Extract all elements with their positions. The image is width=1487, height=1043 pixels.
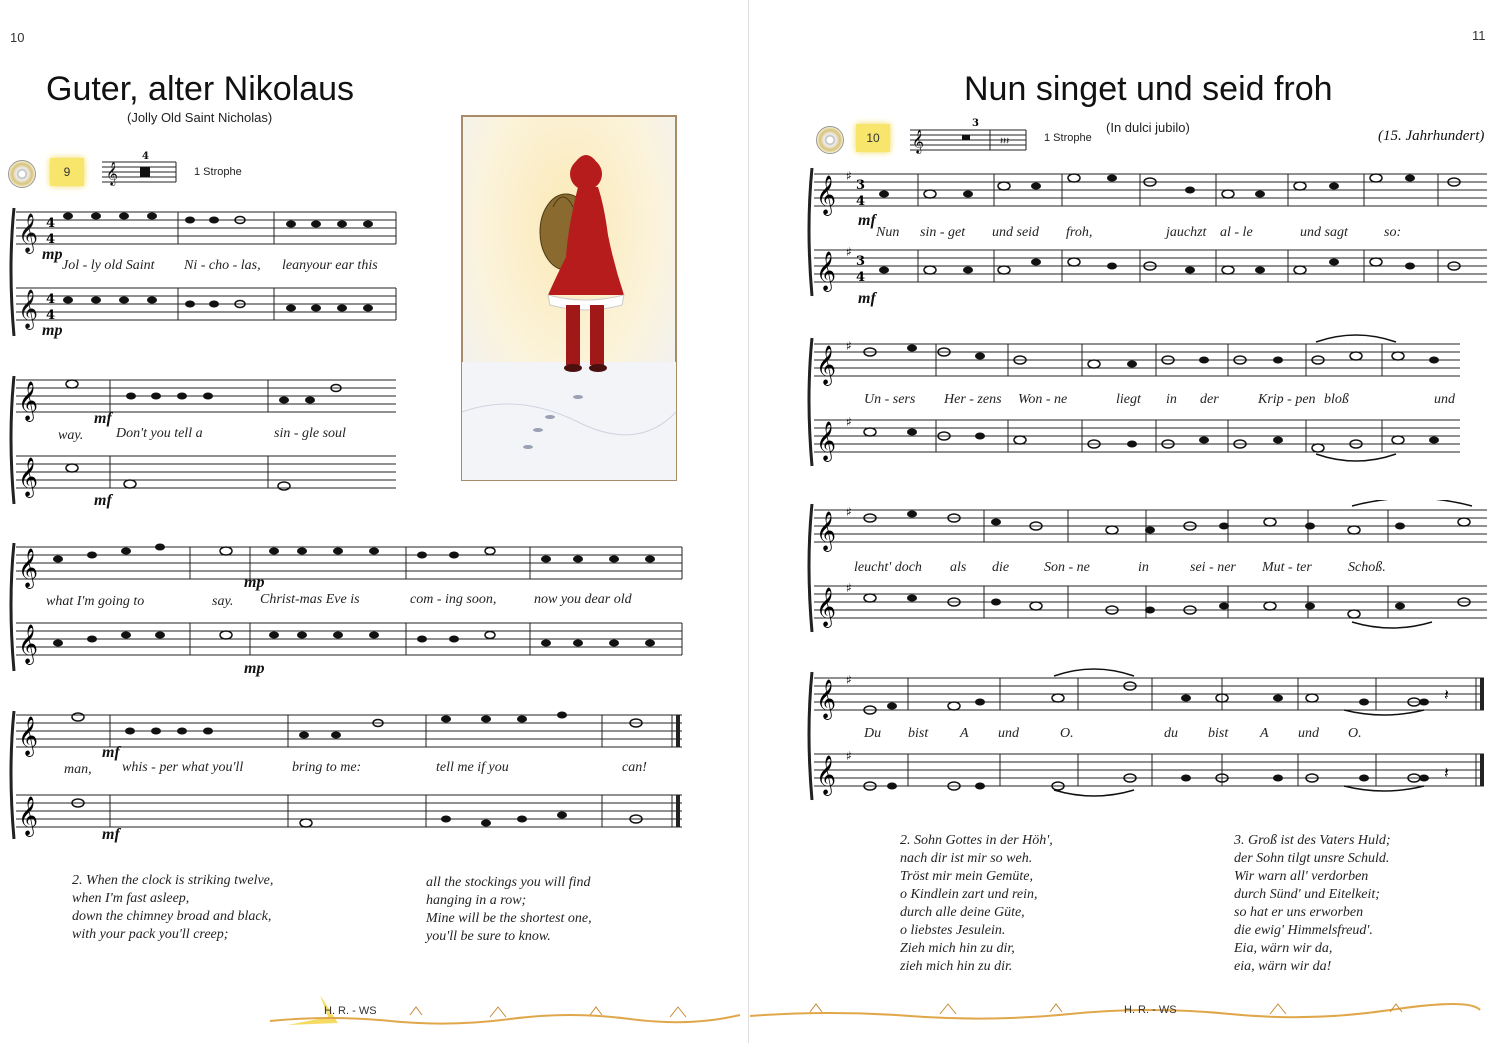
lyric: A [960,726,969,741]
track-number: 9 [63,165,71,179]
lyric: man, [64,762,92,777]
svg-text:𝄞: 𝄞 [18,624,39,664]
intro-bars: 4 [142,151,149,162]
lyric: und [1298,726,1319,741]
svg-text:♯: ♯ [846,749,852,763]
svg-text:𝄽𝄽𝄽: 𝄽𝄽𝄽 [1000,136,1010,147]
cd-icon [816,126,844,154]
verse-line: o Kindlein zart und rein, [900,887,1038,902]
footer-decoration [750,990,1487,1030]
lyric: Schoß. [1348,560,1386,575]
lyric: in [1138,560,1149,575]
svg-text:𝄞: 𝄞 [912,129,924,153]
dynamic-marking: mp [42,322,63,339]
santa-illustration [458,112,680,484]
lyric: so: [1384,225,1402,240]
lyric: bist [1208,726,1229,741]
verse-line: 2. When the clock is striking twelve, [72,873,274,888]
lyric: Jol - ly old Saint [62,258,155,273]
svg-text:♯: ♯ [846,505,852,519]
dynamic-marking: mf [94,492,112,509]
svg-text:4: 4 [46,216,56,231]
svg-text:𝄞: 𝄞 [816,679,837,719]
page-number: 11 [1472,28,1486,43]
track-badge [856,124,890,152]
dynamic-marking: mf [858,290,876,307]
lyric: und seid [992,225,1040,240]
lyric: O. [1060,726,1074,741]
lyric: als [950,560,967,575]
svg-text:♯: ♯ [846,245,852,259]
verse-line: when I'm fast asleep, [72,891,190,906]
track-number: 10 [866,131,880,145]
staff-system-1 [6,200,400,350]
svg-text:𝄞: 𝄞 [18,457,39,497]
svg-text:3: 3 [856,254,866,269]
svg-text:𝄞: 𝄞 [816,345,837,385]
lyric: A [1260,726,1269,741]
cd-icon [8,160,36,188]
intro-rest-staff [100,148,190,188]
verse-line: down the chimney broad and black, [72,909,272,924]
track-badge [50,158,84,186]
lyric: Du [864,726,882,741]
lyric: can! [622,760,647,775]
lyric: Christ-mas Eve is [260,592,360,607]
lyric: whis - per what you'll [122,760,244,775]
dynamic-marking: mf [102,744,120,761]
verse-line: zieh mich hin zu dir. [900,959,1013,974]
lyric: Son - ne [1044,560,1090,575]
svg-text:4: 4 [856,270,866,285]
lyric: bloß [1324,392,1349,407]
lyric: Un - sers [864,392,916,407]
lyric: say. [212,594,234,609]
verse-line: all the stockings you will find [426,875,591,890]
verse-line: 3. Groß ist des Vaters Huld; [1234,833,1391,848]
lyric: leanyour ear this [282,258,378,273]
svg-text:𝄞: 𝄞 [18,548,39,588]
lyric: und [1434,392,1455,407]
svg-text:𝄽: 𝄽 [1444,763,1449,782]
lyric: sin - get [920,225,966,240]
lyric: sin - gle soul [274,426,346,441]
lyric: und sagt [1300,225,1348,240]
verse-line: Tröst mir mein Gemüte, [900,869,1033,884]
svg-text:𝄞: 𝄞 [18,796,39,836]
verse-line: Mine will be the shortest one, [426,911,592,926]
intro-bars: 3 [972,118,979,129]
verse-line: with your pack you'll creep; [72,927,229,942]
page-number: 10 [10,30,25,45]
song-subtitle: (Jolly Old Saint Nicholas) [127,110,273,125]
lyric: froh, [1066,225,1093,240]
svg-text:𝄞: 𝄞 [18,381,39,421]
lyric: O. [1348,726,1362,741]
verse-line: hanging in a row; [426,893,527,908]
verse-line: Eia, wärn wir da, [1234,941,1333,956]
svg-text:4: 4 [46,292,56,307]
svg-text:4: 4 [46,232,56,247]
verse-2 [900,832,1053,976]
lyric: bring to me: [292,760,362,775]
footer-label: H. R. - WS [1124,1004,1177,1016]
verse-line: durch alle deine Güte, [900,905,1025,920]
verse-line: die ewig' Himmelsfreud'. [1234,923,1373,938]
verse-line: o liebstes Jesulein. [900,923,1006,938]
footer-label: H. R. - WS [324,1005,377,1017]
dynamic-marking: mp [244,574,265,591]
lyric: in [1166,392,1177,407]
lyric: Won - ne [1018,392,1068,407]
lyric: du [1164,726,1178,741]
lyric: sei - ner [1190,560,1236,575]
staff-system-4 [804,668,1487,808]
svg-text:𝄞: 𝄞 [816,251,837,291]
dynamic-marking: mf [102,826,120,843]
lyric: liegt [1116,392,1141,407]
svg-text:𝄞: 𝄞 [18,716,39,756]
strophe-label: 1 Strophe [1044,132,1092,144]
verse-line: eia, wärn wir da! [1234,959,1332,974]
lyric: der [1200,392,1219,407]
strophe-label: 1 Strophe [194,166,242,178]
svg-text:𝄞: 𝄞 [816,755,837,795]
svg-text:♯: ♯ [846,339,852,353]
dynamic-marking: mf [94,410,112,427]
verse-line: Wir warn all' verdorben [1234,869,1369,884]
svg-text:𝄞: 𝄞 [816,421,837,461]
svg-text:3: 3 [856,178,866,193]
svg-text:𝄞: 𝄞 [18,289,39,329]
dynamic-marking: mp [244,660,265,677]
svg-text:𝄞: 𝄞 [106,161,118,185]
verse-3 [1234,832,1391,976]
lyric: tell me if you [436,760,509,775]
lyric: what I'm going to [46,594,145,609]
svg-text:♯: ♯ [846,673,852,687]
lyric: Her - zens [944,392,1002,407]
lyric: Mut - ter [1262,560,1312,575]
verse-2-part-2 [426,874,592,946]
svg-text:♯: ♯ [846,415,852,429]
svg-text:𝄞: 𝄞 [816,511,837,551]
verse-line: you'll be sure to know. [426,929,551,944]
svg-text:♯: ♯ [846,581,852,595]
intro-rest-staff [908,114,1032,156]
verse-line: der Sohn tilgt unsre Schuld. [1234,851,1390,866]
lyric: jauchzt [1166,225,1207,240]
svg-text:♯: ♯ [846,169,852,183]
dynamic-marking: mf [858,212,876,229]
lyric: leucht' doch [854,560,922,575]
song-title: Nun singet und seid froh [964,70,1333,108]
song-subtitle: (In dulci jubilo) [1106,120,1190,135]
svg-text:𝄞: 𝄞 [18,213,39,253]
lyric: die [992,560,1010,575]
svg-text:4: 4 [856,194,866,209]
dynamic-marking: mp [42,246,63,263]
verse-line: durch Sünd' und Eitelkeit; [1234,887,1380,902]
era-label: (15. Jahrhundert) [1378,128,1485,144]
lyric: Ni - cho - las, [184,258,261,273]
lyric: und [998,726,1019,741]
staff-system-3 [6,535,686,685]
svg-text:𝄞: 𝄞 [816,175,837,215]
verse-line: Zieh mich hin zu dir, [900,941,1015,956]
verse-line: 2. Sohn Gottes in der Höh', [900,833,1053,848]
lyric: al - le [1220,225,1253,240]
lyric: com - ing soon, [410,592,497,607]
lyric: Nun [876,225,900,240]
lyric: Don't you tell a [116,426,203,441]
lyric: now you dear old [534,592,632,607]
lyric: bist [908,726,929,741]
song-title: Guter, alter Nikolaus [46,70,355,108]
right-page [750,0,1487,1043]
svg-text:4: 4 [46,308,56,323]
verse-2-part-1 [72,872,273,944]
lyric: way. [58,428,84,443]
verse-line: so hat er uns erworben [1234,905,1364,920]
svg-text:𝄞: 𝄞 [816,587,837,627]
verse-line: nach dir ist mir so weh. [900,851,1033,866]
lyric: Krip - pen [1258,392,1316,407]
svg-text:𝄽: 𝄽 [1444,685,1449,704]
